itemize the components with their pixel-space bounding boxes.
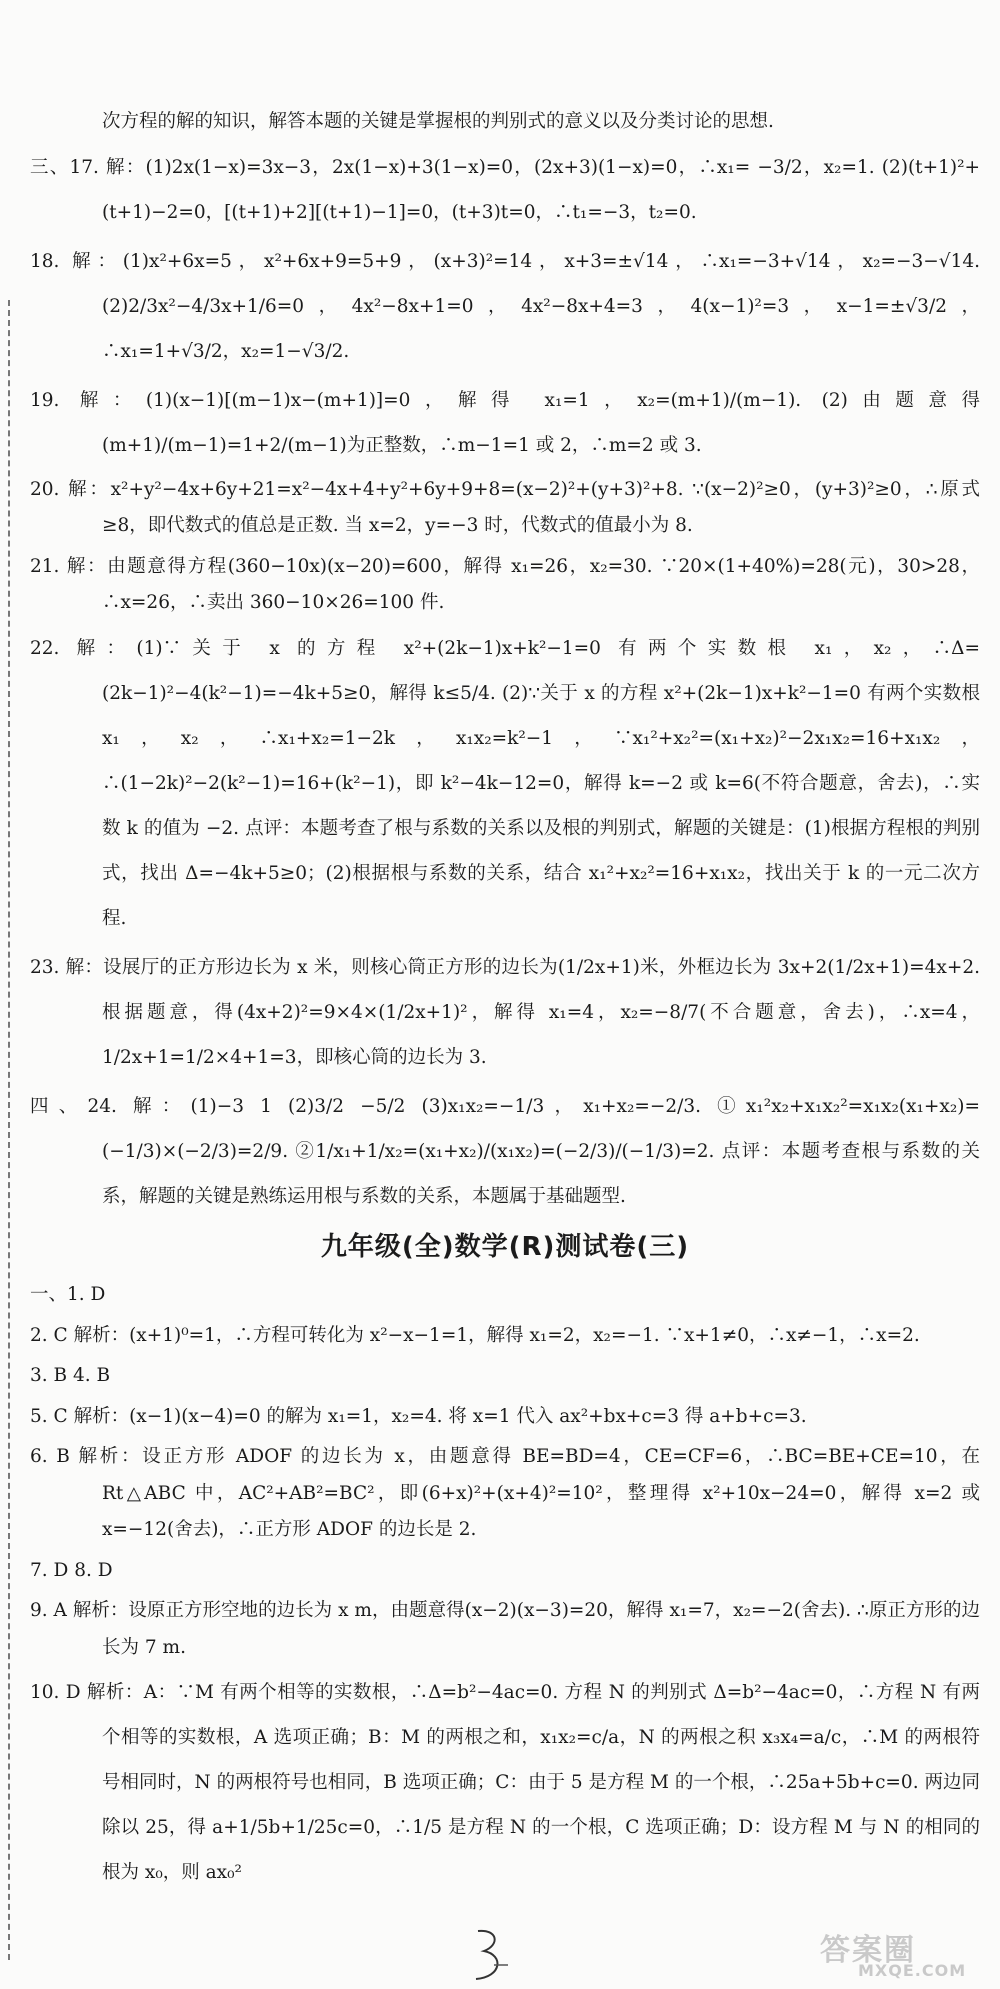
answer-24: 四、24. 解：(1)−3 1 (2)3/2 −5/2 (3)x₁x₂=−1/3，x₁+x₂=−2/3. ①x₁²x₂+x₁x₂²=x₁x₂(x₁+x₂)=(−1/3)×(−2/3)=2/9. ②1/x₁+1/x₂=(x₁+x₂)/(x₁x₂)=(−2/3)/(−1/3)=2. 点评：本题考查根与系数的关系，解题的关键是熟练运用根与系数的关系，本题属于基础题型. <box>30 1095 980 1207</box>
answer-18: 18. 解：(1)x²+6x=5，x²+6x+9=5+9，(x+3)²=14，x+3=±√14，∴x₁=−3+√14，x₂=−3−√14. (2)2/3x²−4/3x+1/6=0，4x²−8x+1=0，4x²−8x+4=3，4(x−1)²=3，x−1=±√3/2，∴x₁=1+√3/2，x₂=1−√3/2. <box>30 250 980 362</box>
watermark-url: MXQE.COM <box>858 1961 967 1980</box>
watermark-logo <box>820 1925 990 1985</box>
answer-line: 次方程的解的知识，解答本题的关键是掌握根的判别式的意义以及分类讨论的思想. <box>102 111 774 132</box>
answer-1: 一、1. D <box>30 1284 106 1305</box>
answer-3-4: 3. B 4. B <box>30 1365 111 1386</box>
answer-23: 23. 解：设展厅的正方形边长为 x 米，则核心筒正方形的边长为(1/2x+1)米，外框边长为 3x+2(1/2x+1)=4x+2. 根据题意，得(4x+2)²=9×4×(1/2x+1)²，解得 x₁=4，x₂=−8/7(不合题意，舍去)，∴x=4，1/2x+1=1/2×4+1=3，即核心筒的边长为 3. <box>30 956 980 1068</box>
answer-9: 9. A 解析：设原正方形空地的边长为 x m，由题意得(x−2)(x−3)=20，解得 x₁=7，x₂=−2(舍去). ∴原正方形的边长为 7 m. <box>30 1600 980 1658</box>
answer-2: 2. C 解析：(x+1)⁰=1，∴方程可转化为 x²−x−1=1，解得 x₁=2，x₂=−1. ∵x+1≠0，∴x≠−1，∴x=2. <box>30 1324 920 1346</box>
watermark-text: 答案圈 <box>820 1933 916 1968</box>
answer-22: 22. 解：(1)∵关于 x 的方程 x²+(2k−1)x+k²−1=0 有两个实数根 x₁，x₂，∴Δ=(2k−1)²−4(k²−1)=−4k+5≥0，解得 k≤5/4. (2)∵关于 x 的方程 x²+(2k−1)x+k²−1=0 有两个实数根 x₁，x₂，∴x₁+x₂=1−2k，x₁x₂=k²−1，∵x₁²+x₂²=(x₁+x₂)²−2x₁x₂=16+x₁x₂，∴(1−2k)²−2(k²−1)=16+(k²−1)，即 k²−4k−12=0，解得 k=−2 或 k=6(不符合题意，舍去)，∴实数 k 的值为 −2. 点评：本题考查了根与系数的关系以及根的判别式，解题的关键是：(1)根据方程根的判别式，找出 Δ=−4k+5≥0；(2)根据根与系数的关系，结合 x₁²+x₂²=16+x₁x₂，找出关于 k 的一元二次方程. <box>30 637 980 929</box>
section-title: 九年级(全)数学(R)测试卷(三) <box>320 1231 690 1262</box>
answer-19: 19. 解：(1)(x−1)[(m−1)x−(m+1)]=0，解得 x₁=1，x₂=(m+1)/(m−1). (2)由题意得(m+1)/(m−1)=1+2/(m−1)为正整数，∴m−1=1 或 2，∴m=2 或 3. <box>30 389 980 456</box>
answer-10: 10. D 解析：A：∵M 有两个相等的实数根，∴Δ=b²−4ac=0. 方程 N 的判别式 Δ=b²−4ac=0，∴方程 N 有两个相等的实数根，A 选项正确；B：M 的两根之和，x₁x₂=c/a，N 的两根之积 x₃x₄=a/c，∴M 的两根符号相同时，N 的两根符号也相同，B 选项正确；C：由于 5 是方程 M 的一个根，∴25a+5b+c=0. 两边同除以 25，得 a+1/5b+1/25c=0，∴1/5 是方程 N 的一个根，C 选项正确；D：设方程 M 与 N 的相同的根为 x₀，则 ax₀² <box>30 1682 980 1883</box>
answer-5: 5. C 解析：(x−1)(x−4)=0 的解为 x₁=1，x₂=4. 将 x=1 代入 ax²+bx+c=3 得 a+b+c=3. <box>30 1405 807 1427</box>
dashed-cut-line <box>8 300 10 1960</box>
answer-6: 6. B 解析：设正方形 ADOF 的边长为 x，由题意得 BE=BD=4，CE=CF=6，∴BC=BE+CE=10，在 Rt△ABC 中，AC²+AB²=BC²，即(6+x)²+(x+4)²=10²，整理得 x²+10x−24=0，解得 x=2 或 x=−12(舍去)，∴正方形 ADOF 的边长是 2. <box>30 1446 980 1540</box>
answer-7-8: 7. D 8. D <box>30 1559 113 1581</box>
answer-content <box>30 104 980 1899</box>
answer-20: 20. 解：x²+y²−4x+6y+21=x²−4x+4+y²+6y+9+8=(x−2)²+(y+3)²+8. ∵(x−2)²≥0，(y+3)²≥0，∴原式≥8，即代数式的值总是正数. 当 x=2，y=−3 时，代数式的值最小为 8. <box>30 478 980 536</box>
answer-21: 21. 解：由题意得方程(360−10x)(x−20)=600，解得 x₁=26，x₂=30. ∵20×(1+40%)=28(元)，30>28，∴x=26，∴卖出 360−10×26=100 件. <box>30 555 980 613</box>
page-number-scribble <box>470 1925 510 1985</box>
answer-17: 三、17. 解：(1)2x(1−x)=3x−3，2x(1−x)+3(1−x)=0，(2x+3)(1−x)=0，∴x₁= −3/2，x₂=1. (2)(t+1)²+(t+1)−2=0，[(t+1)+2][(t+1)−1]=0，(t+3)t=0，∴t₁=−3，t₂=0. <box>30 156 980 223</box>
